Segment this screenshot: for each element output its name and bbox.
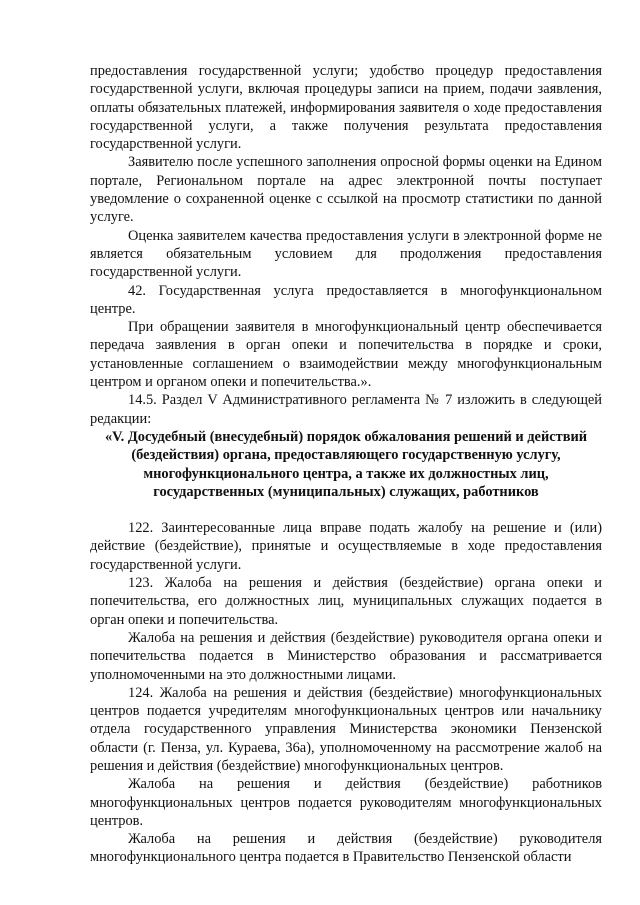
paragraph-continuation: предоставления государственной услуги; удобство процедур предоставления государственной услуги, включая процедуры записи на прием, подачи заявления, оплаты обязательных платежей, информирования заявителя о ходе предоставления государственной услуги, а также получения результата предоставления государственной услуги. [90, 63, 602, 153]
paragraph-14-5: 14.5. Раздел V Административного регламента № 7 изложить в следующей редакции: [90, 392, 602, 427]
paragraph-mfc-workers: Жалоба на решения и действия (бездействие) работников многофункциональных центров подается руководителям многофункциональных центров. [90, 776, 602, 829]
section-heading: «V. Досудебный (внесудебный) порядок обжалования решений и действий (бездействия) органа, предоставляющего государственную услугу, многофункционального центра, а также их должностных лиц, государственных (муниципальных) служащих, работников [104, 428, 588, 500]
document-body [90, 62, 602, 867]
paragraph-122: 122. Заинтересованные лица вправе подать жалобу на решение и (или) действие (бездействие), принятые и осуществляемые в ходе предоставления государственной услуги. [90, 520, 602, 573]
paragraph-head-complaint: Жалоба на решения и действия (бездействие) руководителя органа опеки и попечительства подается в Министерство образования и рассматривается уполномоченными на это должностными лицами. [90, 629, 602, 683]
paragraph-123: 123. Жалоба на решения и действия (бездействие) органа опеки и попечительства, его должностных лиц, муниципальных служащих подается в орган опеки и попечительства. [90, 575, 602, 628]
paragraph-notification: Заявителю после успешного заполнения опросной формы оценки на Едином портале, Региональном портале на адрес электронной почты поступает уведомление о сохраненной оценке с ссылкой на просмотр статистики по данной услуге. [90, 154, 602, 226]
paragraph-quality-assessment: Оценка заявителем качества предоставления услуги в электронной форме не является обязательным условием для продолжения предоставления государственной услуги. [90, 227, 602, 281]
paragraph-mfc-transfer: При обращении заявителя в многофункциональный центр обеспечивается передача заявления в орган опеки и попечительства в порядке и сроки, установленные соглашением о взаимодействии между многофункциональным центром и органом опеки и попечительства.». [90, 319, 602, 391]
paragraph-124: 124. Жалоба на решения и действия (бездействие) многофункциональных центров подается учредителям многофункциональных центров или начальнику отдела государственного управления Министерства экономики Пензенской области (г. Пенза, ул. Кураева, 36а), уполномоченному на рассмотрение жалоб на решения и действия (бездействие) многофункциональных центров. [90, 684, 602, 774]
paragraph-mfc-head: Жалоба на решения и действия (бездействие) руководителя многофункционального центра подается в Правительство Пензенской области [90, 831, 602, 866]
paragraph-42: 42. Государственная услуга предоставляется в многофункциональном центре. [90, 282, 602, 317]
